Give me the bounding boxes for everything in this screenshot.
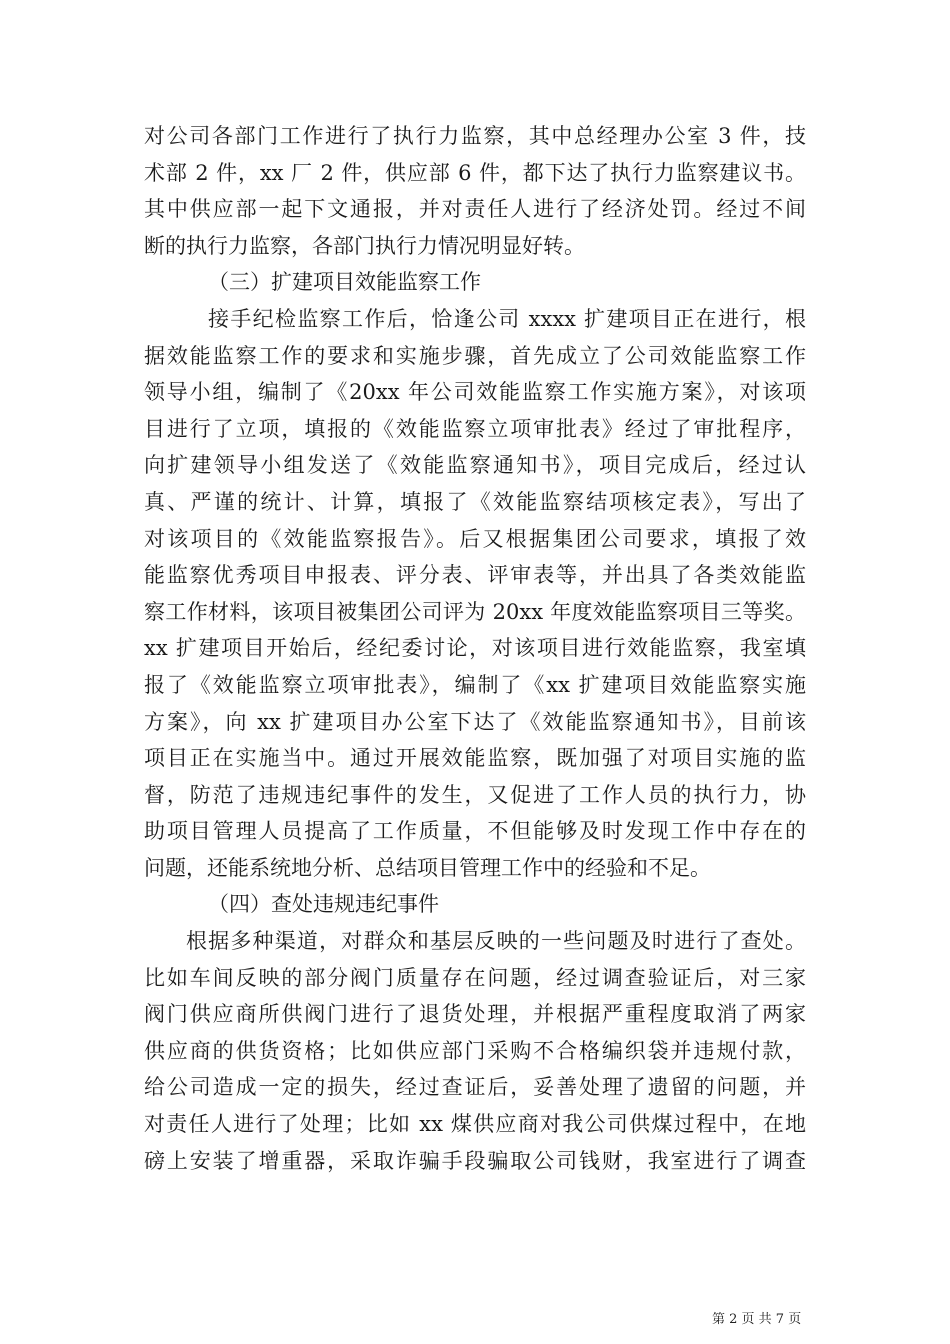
text-line: 接手纪检监察工作后，恰逢公司 xxxx 扩建项目正在进行，根 [208, 306, 806, 331]
text-line: 供应商的供货资格；比如供应部门采购不合格编织袋并违规付款， [144, 1038, 806, 1063]
text-line: 比如车间反映的部分阀门质量存在问题，经过调查验证后，对三家 [144, 965, 806, 990]
document-body [144, 118, 806, 1179]
text-line: 根据多种渠道，对群众和基层反映的一些问题及时进行了查处。 [186, 929, 806, 954]
text-line: 督，防范了违规违纪事件的发生，又促进了工作人员的执行力，协 [144, 782, 806, 807]
section-heading: （三）扩建项目效能监察工作 [208, 270, 481, 295]
text-line: 其中供应部一起下文通报，并对责任人进行了经济处罚。经过不间 [144, 197, 806, 222]
text-line: 术部 2 件，xx 厂 2 件，供应部 6 件，都下达了执行力监察建议书。 [144, 160, 806, 185]
text-line: 领导小组，编制了《20xx 年公司效能监察工作实施方案》，对该项 [144, 380, 806, 405]
text-line: 断的执行力监察，各部门执行力情况明显好转。 [144, 233, 585, 258]
text-line: 助项目管理人员提高了工作质量，不但能够及时发现工作中存在的 [144, 819, 806, 844]
text-line: 据效能监察工作的要求和实施步骤，首先成立了公司效能监察工作 [144, 343, 806, 368]
text-line: 对责任人进行了处理；比如 xx 煤供应商对我公司供煤过程中，在地 [144, 1112, 806, 1137]
text-line: 给公司造成一定的损失，经过查证后，妥善处理了遗留的问题，并 [144, 1075, 806, 1100]
text-line: 目进行了立项，填报的《效能监察立项审批表》经过了审批程序， [144, 416, 806, 441]
text-line: 真、严谨的统计、计算，填报了《效能监察结项核定表》，写出了 [144, 489, 806, 514]
text-line: 磅上安装了增重器，采取诈骗手段骗取公司钱财，我室进行了调查 [144, 1148, 806, 1173]
text-line: 对公司各部门工作进行了执行力监察，其中总经理办公室 3 件，技 [144, 124, 806, 148]
text-line: 对该项目的《效能监察报告》。后又根据集团公司要求，填报了效 [144, 526, 806, 551]
text-line: xx 扩建项目开始后，经纪委讨论，对该项目进行效能监察，我室填 [144, 636, 806, 661]
text-line: 报了《效能监察立项审批表》，编制了《xx 扩建项目效能监察实施 [144, 672, 806, 697]
text-line: 察工作材料，该项目被集团公司评为 20xx 年度效能监察项目三等奖。 [144, 599, 806, 624]
page-indicator: 第 2 页 共 7 页 [712, 1312, 802, 1327]
text-line: 阀门供应商所供阀门进行了退货处理，并根据严重程度取消了两家 [144, 1002, 806, 1027]
text-line: 向扩建领导小组发送了《效能监察通知书》，项目完成后，经过认 [144, 453, 806, 478]
text-line: 项目正在实施当中。通过开展效能监察，既加强了对项目实施的监 [144, 746, 806, 771]
text-line: 问题，还能系统地分析、总结项目管理工作中的经验和不足。 [144, 855, 711, 880]
section-heading: （四）查处违规违纪事件 [208, 892, 439, 917]
text-line: 方案》，向 xx 扩建项目办公室下达了《效能监察通知书》，目前该 [144, 709, 806, 734]
text-line: 能监察优秀项目申报表、评分表、评审表等，并出具了各类效能监 [144, 563, 806, 588]
